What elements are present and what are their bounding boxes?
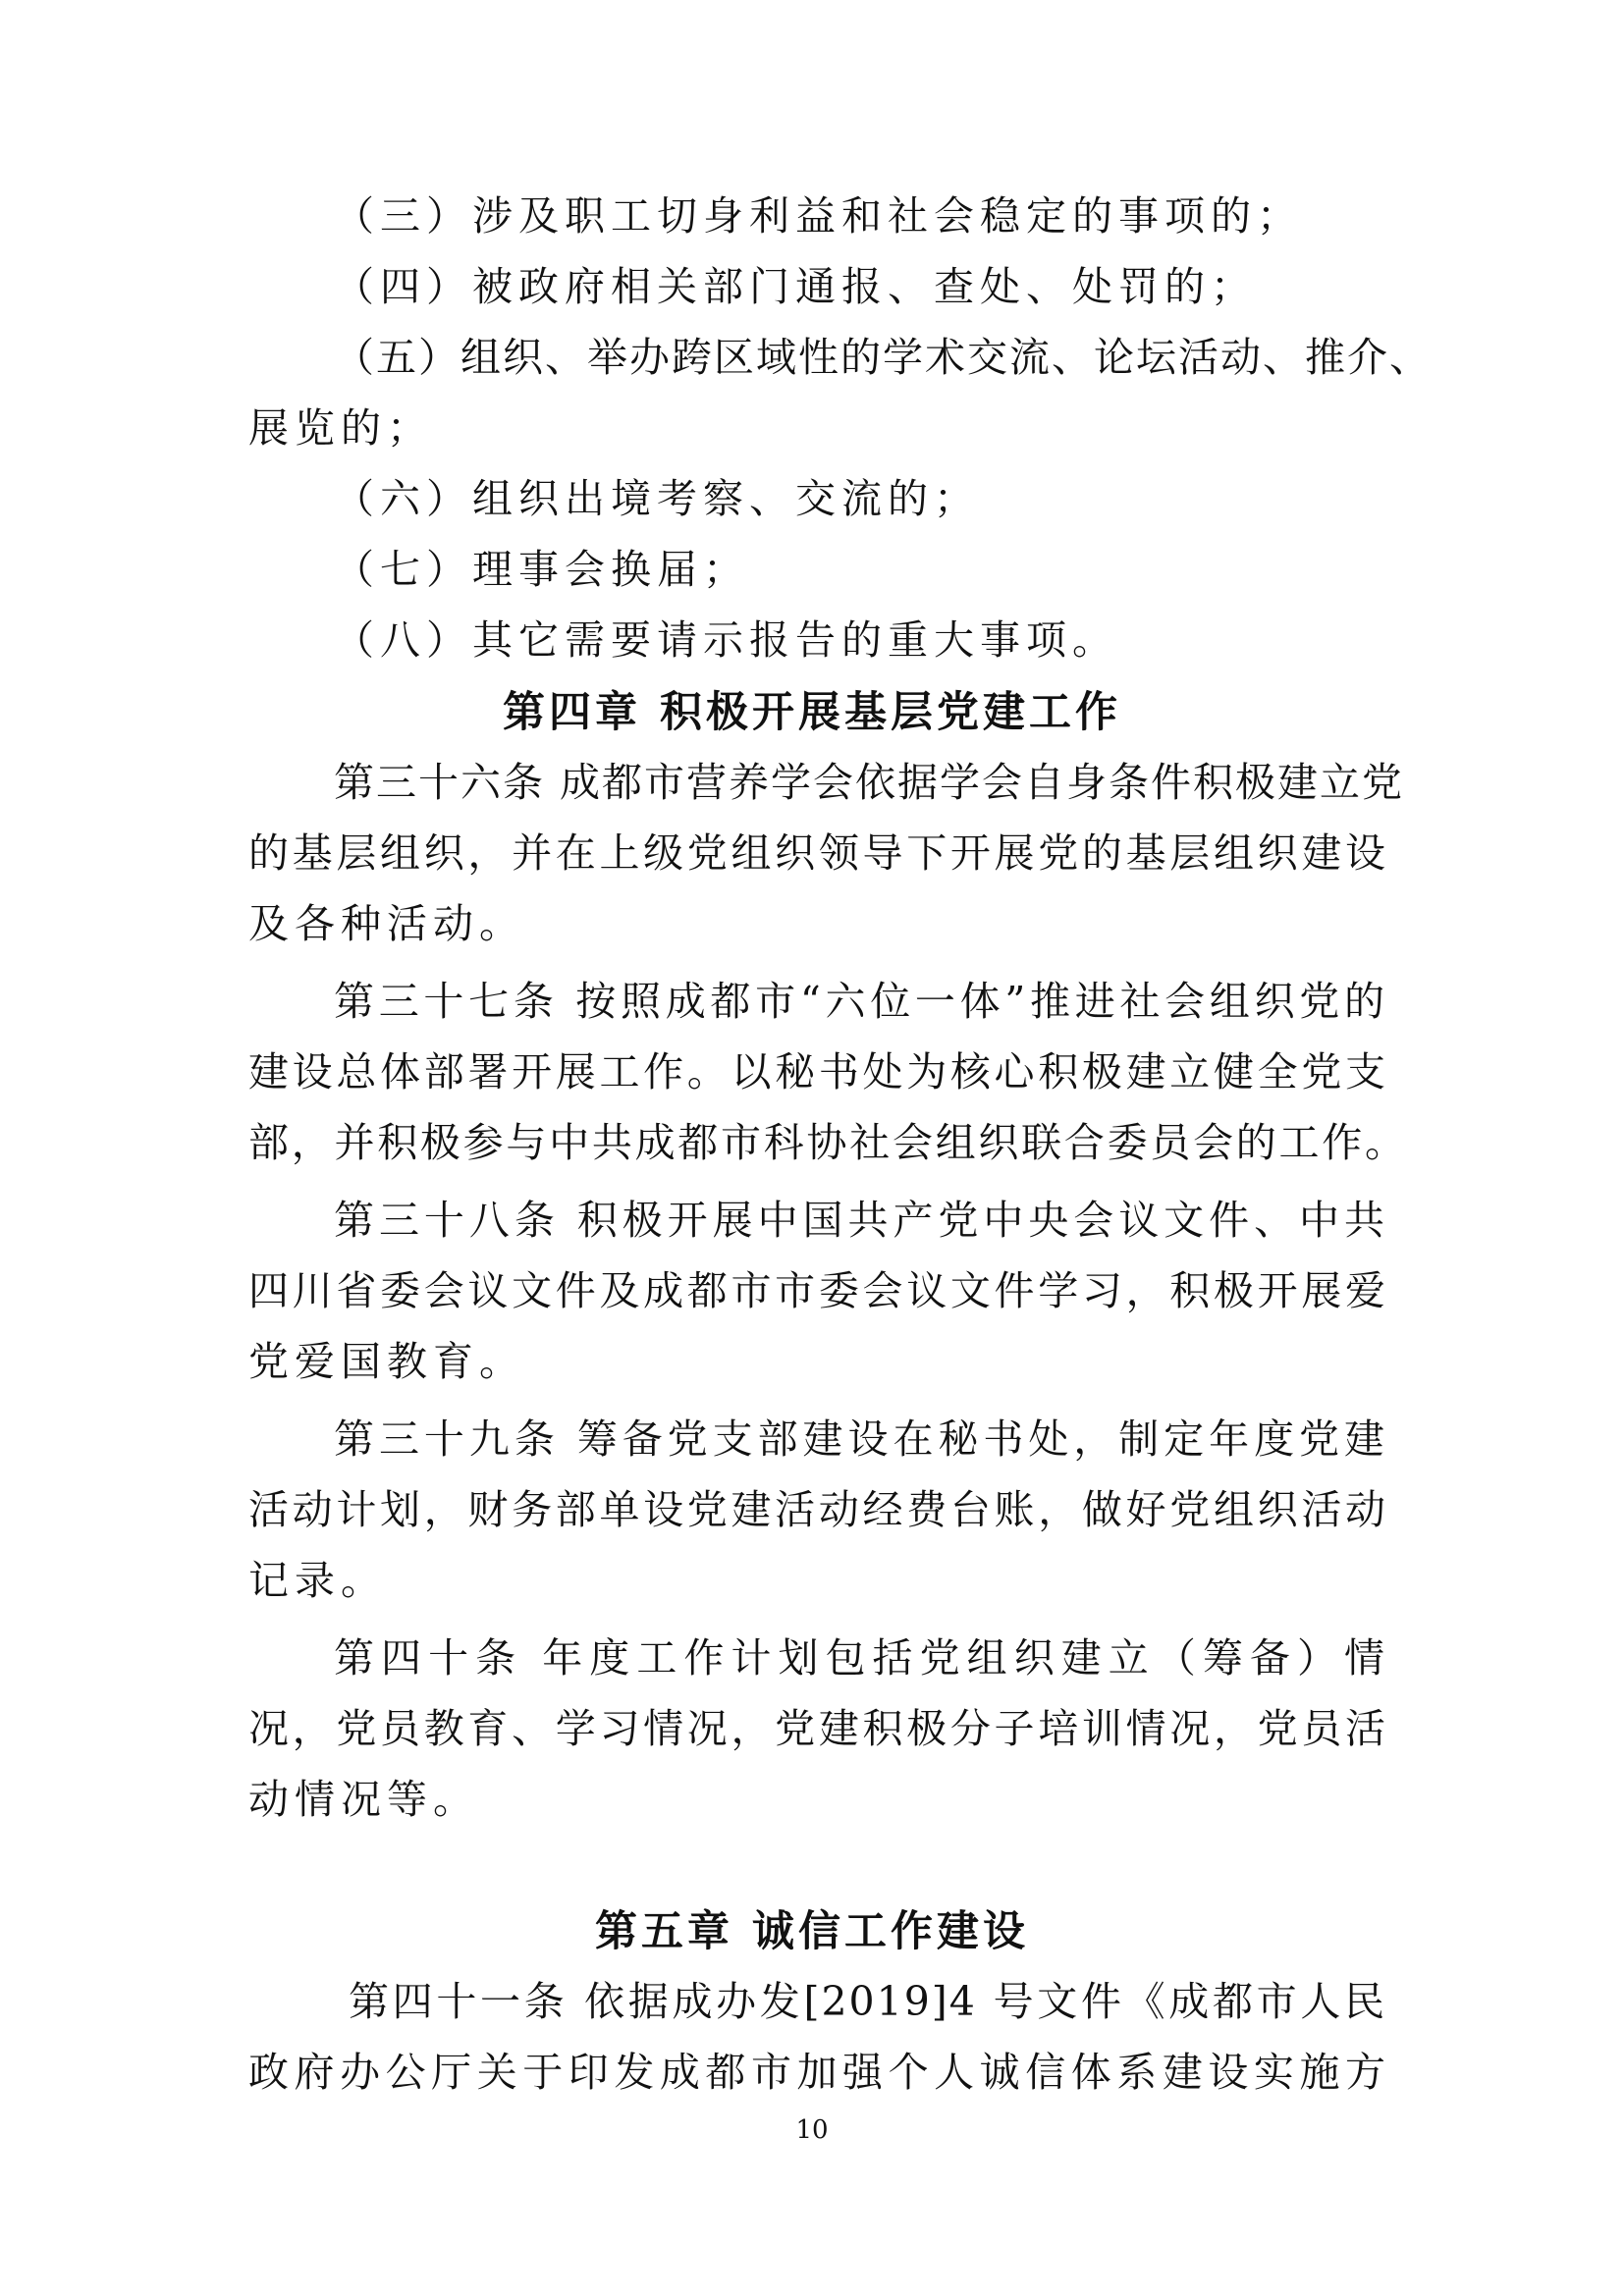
- article-38-line-1: 第三十八条 积极开展中国共产党中央会议文件、中共: [334, 1197, 1386, 1244]
- article-36-line-3: 及各种活动。: [248, 900, 525, 947]
- article-37-line-1: 第三十七条 按照成都市“六位一体”推进社会组织党的: [334, 978, 1386, 1025]
- article-40-line-3: 动情况等。: [248, 1776, 479, 1823]
- article-37-line-3: 部，并积极参与中共成都市科协社会组织联合委员会的工作。: [248, 1119, 1407, 1166]
- article-39-line-2: 活动计划，财务部单设党建活动经费台账，做好党组织活动: [248, 1486, 1387, 1533]
- page-number: 10: [795, 2115, 829, 2145]
- article-39-line-3: 记录。: [248, 1557, 387, 1604]
- item-8: （八）其它需要请示报告的重大事项。: [334, 616, 1118, 664]
- article-40-line-2: 况，党员教育、学习情况，党建积极分子培训情况，党员活: [248, 1705, 1387, 1752]
- item-7: （七）理事会换届；: [334, 546, 749, 593]
- item-4: （四）被政府相关部门通报、查处、处罚的；: [334, 263, 1257, 310]
- item-6: （六）组织出境考察、交流的；: [334, 475, 980, 522]
- article-36-line-2: 的基层组织，并在上级党组织领导下开展党的基层组织建设: [248, 829, 1387, 877]
- chapter-4-title: 第四章 积极开展基层党建工作: [503, 688, 1121, 737]
- item-3: （三）涉及职工切身利益和社会稳定的事项的；: [334, 192, 1303, 240]
- article-37-line-2: 建设总体部署开展工作。以秘书处为核心积极建立健全党支: [248, 1048, 1387, 1095]
- article-40-line-1: 第四十条 年度工作计划包括党组织建立（筹备）情: [334, 1634, 1386, 1682]
- item-5-line-2: 展览的；: [248, 404, 433, 452]
- article-38-line-3: 党爱国教育。: [248, 1338, 525, 1385]
- article-39-line-1: 第三十九条 筹备党支部建设在秘书处，制定年度党建: [334, 1415, 1386, 1463]
- article-36-line-1: 第三十六条 成都市营养学会依据学会自身条件积极建立党: [334, 759, 1405, 806]
- chapter-5-title: 第五章 诚信工作建设: [595, 1907, 1029, 1956]
- article-41-line-2: 政府办公厅关于印发成都市加强个人诚信体系建设实施方: [248, 2049, 1387, 2096]
- article-38-line-2: 四川省委会议文件及成都市市委会议文件学习，积极开展爱: [248, 1267, 1387, 1314]
- item-5-line-1: （五）组织、举办跨区域性的学术交流、论坛活动、推介、: [334, 334, 1432, 381]
- article-41-line-1: 第四十一条 依据成办发[2019]4 号文件《成都市人民: [349, 1978, 1386, 2025]
